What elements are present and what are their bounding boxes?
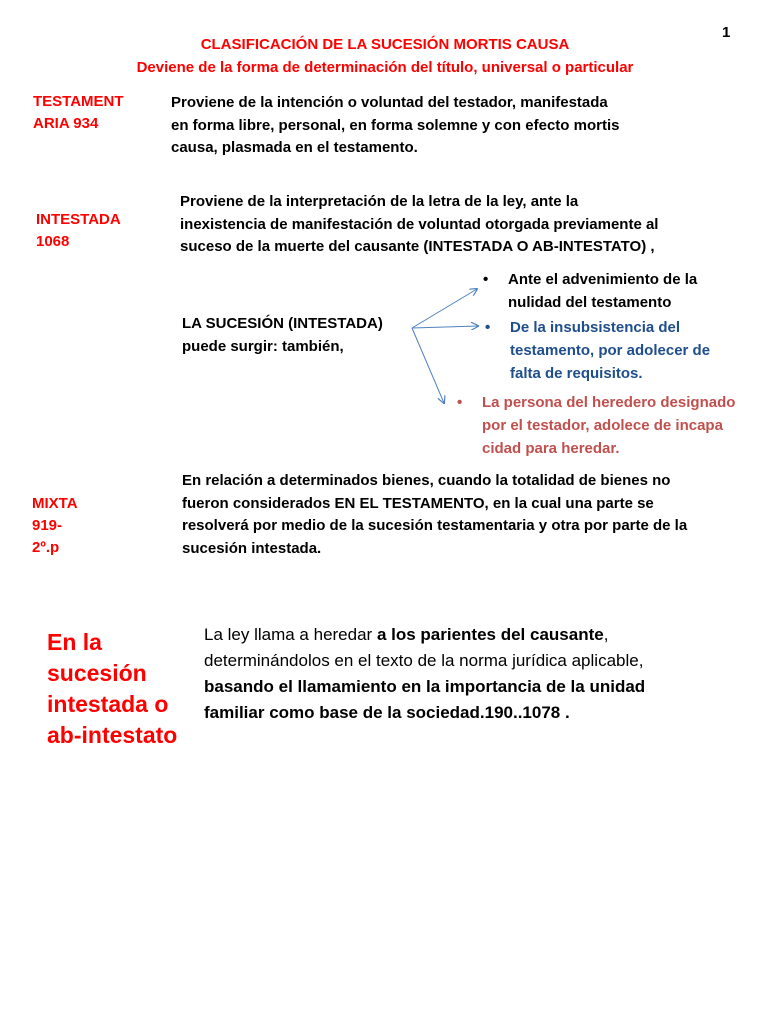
arrow-to-bullet-1 [412, 289, 477, 328]
intestada-text: Proviene de la interpretación de la letra de la ley, ante la inexistencia de manifestación de voluntad otorgada previamente al suceso de la muerte del causante (INTESTADA O AB-INTESTATO) , [180, 193, 659, 255]
page-number: 1 [722, 24, 731, 41]
page-subtitle: Deviene de la forma de determinación del título, universal o particular [136, 59, 634, 76]
testamentaria-text: Proviene de la intención o voluntad del testador, manifestada en forma libre, personal, en forma solemne y con efecto mortis causa, plasmada en el testamento. [171, 94, 620, 156]
arrow-to-bullet-2 [412, 326, 478, 328]
bullet-icon: • [485, 319, 491, 336]
mixta-label: MIXTA 919- 2º.p [32, 495, 78, 556]
intestato-heading: En la sucesión intestada o ab-intestato [47, 629, 178, 748]
bullet-icon: • [483, 271, 489, 288]
intestada-label: INTESTADA 1068 [36, 211, 121, 250]
sucesion-surgir-text: LA SUCESIÓN (INTESTADA) puede surgir: también, [182, 315, 383, 355]
bullet-icon: • [457, 394, 463, 411]
arrow-to-bullet-3 [412, 328, 444, 403]
mixta-text: En relación a determinados bienes, cuando la totalidad de bienes no fueron considerados EN EL TESTAMENTO, en la cual una parte se resolverá por medio de la sucesión testamentaria y otra por parte de la sucesión intestada. [182, 472, 688, 557]
intestato-text: La ley llama a heredar a los parientes del causante, determinándolos en el texto de la norma jurídica aplicable, basando el llamamiento en la importancia de la unidad familiar como base de la sociedad.190..1078 . [204, 625, 646, 722]
page-title: CLASIFICACIÓN DE LA SUCESIÓN MORTIS CAUSA [200, 36, 570, 53]
testamentaria-label: TESTAMENT ARIA 934 [33, 93, 124, 132]
